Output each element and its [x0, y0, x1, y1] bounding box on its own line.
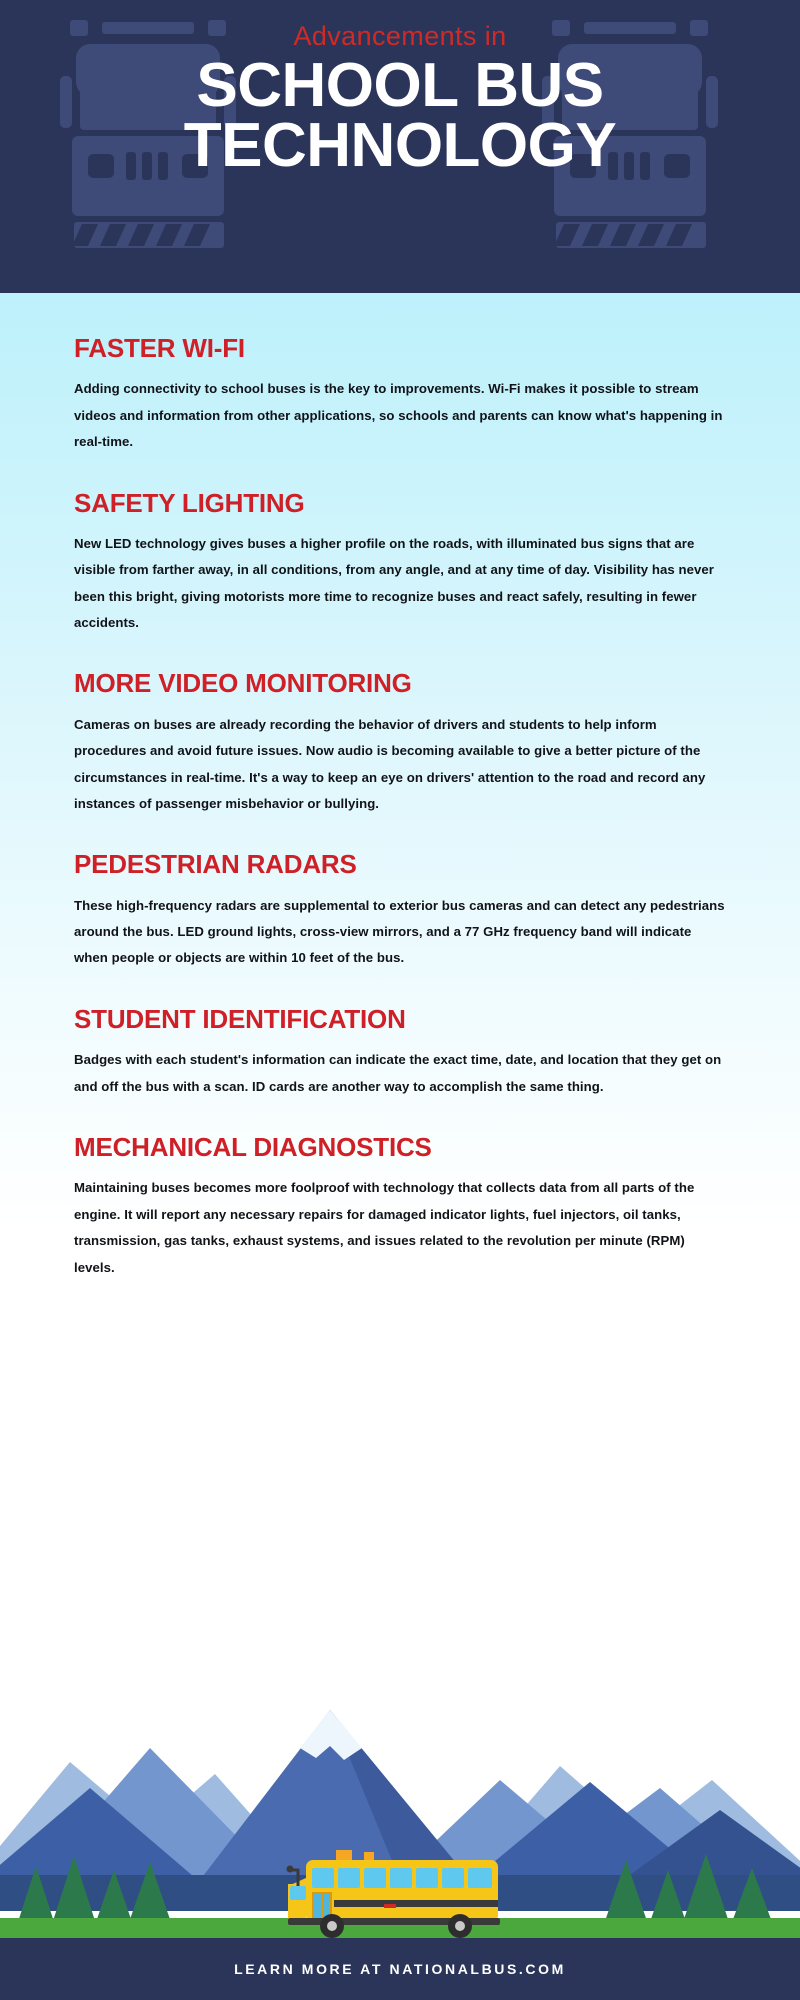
section-safety-lighting — [74, 487, 726, 637]
bus-roof-hatch — [336, 1850, 352, 1860]
page-title-line-1: SCHOOL BUS — [196, 50, 604, 120]
section-mechanical-diagnostics — [74, 1131, 726, 1281]
content-area — [0, 293, 800, 1593]
section-body: New LED technology gives buses a higher profile on the roads, with illuminated bus signs that are visible from farther away, in all conditions, from any angle, and at any time of day. Visibility has never been this bright, giving motorists more time to recognize buses and react safely, resulting in fewer accidents. — [74, 535, 714, 631]
section-title: FASTER WI-FI — [74, 333, 245, 363]
section-body: Cameras on buses are already recording the behavior of drivers and students to help inform procedures and avoid future issues. Now audio is becoming available to give a better picture of the circumstances in real-time. It's a way to keep an eye on drivers' attention to the road and record any instances of passenger misbehavior or bullying. — [74, 716, 706, 811]
footer-learn-more-text[interactable]: LEARN MORE AT NATIONALBUS.COM — [234, 1961, 566, 1977]
section-body: Adding connectivity to school buses is the key to improvements. Wi-Fi makes it possible to stream videos and information from other applications, so schools and parents can know what's happening in real-time. — [74, 381, 723, 450]
footer-bar — [0, 1938, 800, 2000]
section-title: PEDESTRIAN RADARS — [74, 849, 357, 880]
section-title: MORE VIDEO MONITORING — [74, 668, 412, 699]
bus-windshield — [290, 1886, 306, 1900]
bus-stripe — [334, 1900, 498, 1907]
header-eyebrow: Advancements in — [293, 21, 507, 51]
section-pedestrian-radars — [74, 851, 726, 972]
page-title-line-2: TECHNOLOGY — [183, 111, 617, 181]
section-title: SAFETY LIGHTING — [74, 487, 305, 518]
section-student-identification — [74, 1003, 726, 1100]
section-body: Badges with each student's information can indicate the exact time, date, and location that they get on and off the bus with a scan. ID cards are another way to accomplish the same thing. — [74, 1052, 722, 1094]
bus-stop-sign — [384, 1904, 396, 1908]
section-body: These high-frequency radars are supplemental to exterior bus cameras and can detect any pedestrians around the bus. LED ground lights, cross-view mirrors, and a 77 GHz frequency band will indicate when people or objects are within 10 feet of the bus. — [74, 897, 725, 966]
header-banner — [0, 0, 800, 293]
mountain-main-peak — [200, 1710, 470, 1880]
section-more-video-monitoring — [74, 670, 726, 817]
section-faster-wi-fi — [74, 335, 726, 456]
section-title: MECHANICAL DIAGNOSTICS — [74, 1131, 432, 1162]
section-body: Maintaining buses becomes more foolproof with technology that collects data from all parts of the engine. It will report any necessary repairs for damaged indicator lights, fuel injectors, oil tanks, transmission, gas tanks, exhaust systems, and issues related to the revolution per minute (RPM) levels. — [74, 1180, 695, 1275]
page-title — [0, 50, 800, 181]
school-bus-illustration — [287, 1850, 501, 1938]
section-title: STUDENT IDENTIFICATION — [74, 1003, 406, 1034]
